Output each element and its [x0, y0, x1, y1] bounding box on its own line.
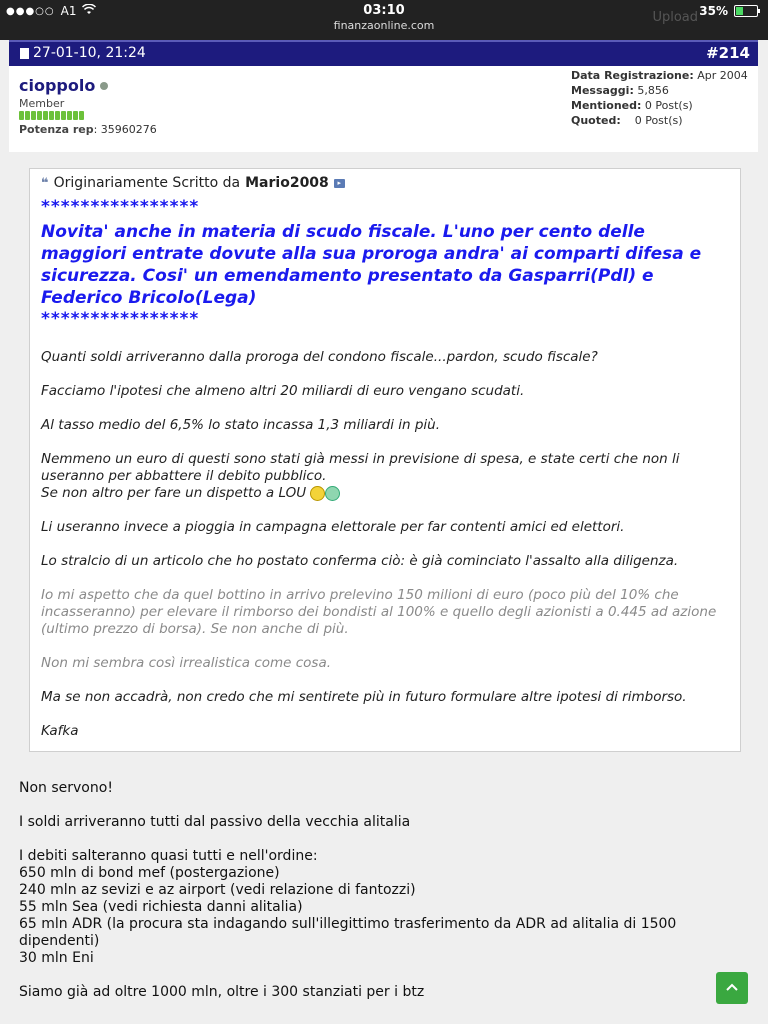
quote-paragraph: Non mi sembra così irrealistica come cosa.: [41, 655, 332, 671]
post-number-link[interactable]: #214: [706, 44, 750, 62]
status-right: [699, 4, 758, 18]
rep-pip: [67, 111, 72, 120]
stat-value[interactable]: 0 Post(s): [641, 99, 693, 112]
rep-pip: [31, 111, 36, 120]
stat-registration: [571, 68, 748, 83]
battery-level: [736, 7, 743, 15]
user-stats: [571, 68, 748, 128]
status-center: [0, 3, 768, 32]
chevron-up-icon: [725, 977, 739, 996]
rep-pip: [49, 111, 54, 120]
debt-item: 240 mln az sevizi e az airport (vedi relazione di fantozzi): [19, 882, 416, 898]
stat-value[interactable]: 0 Post(s): [620, 114, 683, 127]
quote-header: [41, 175, 345, 191]
battery-percent: 35%: [699, 4, 728, 18]
debt-item: 55 mln Sea (vedi richiesta danni alitalia): [19, 899, 303, 915]
reply-line: Non servono!: [19, 780, 113, 796]
stat-label: Messaggi:: [571, 84, 634, 97]
post-header: [9, 40, 758, 66]
ghost-text: Upload: [652, 10, 698, 25]
stars-top: ****************: [41, 197, 200, 217]
post-date-text: 27-01-10, 21:24: [33, 45, 146, 61]
quote-paragraph-dispetto: [41, 485, 731, 502]
reply-line: I soldi arriveranno tutti dal passivo della vecchia alitalia: [19, 814, 411, 830]
debt-item: 65 mln ADR (la procura sta indagando sull'illegittimo trasferimento da ADR ad alitalia di 1500 dipendenti): [19, 916, 677, 949]
stat-label: Data Registrazione:: [571, 69, 694, 82]
quote-prefix: Originariamente Scritto da: [53, 175, 241, 191]
username-text: cioppolo: [19, 76, 96, 95]
battery-icon: [734, 5, 758, 17]
reputation-bar: [19, 111, 84, 120]
stat-value: 5,856: [633, 84, 669, 97]
rep-pip: [61, 111, 66, 120]
quote-icon: ❝: [41, 175, 49, 191]
rep-pip: [79, 111, 84, 120]
stars-bottom: ****************: [41, 309, 200, 329]
quote-paragraph: Li useranno invece a pioggia in campagna elettorale per far contenti amici ed elettori.: [41, 519, 625, 535]
offline-status-icon: [100, 82, 108, 90]
post-content: [9, 152, 758, 1024]
stat-mentioned: [571, 98, 748, 113]
quote-paragraph: Al tasso medio del 6,5% lo stato incassa 1,3 miliardi in più.: [41, 417, 441, 433]
url-label[interactable]: finanzaonline.com: [333, 19, 435, 32]
stat-messages: [571, 83, 748, 98]
stat-label: Mentioned:: [571, 99, 642, 112]
post-icon: [20, 48, 29, 59]
view-post-icon[interactable]: ▸: [334, 179, 345, 188]
rep-pip: [43, 111, 48, 120]
username-link[interactable]: [19, 76, 108, 95]
rep-pip: [73, 111, 78, 120]
stat-label: Quoted:: [571, 114, 621, 127]
rep-label: Potenza rep: [19, 123, 94, 136]
user-info: [9, 66, 758, 153]
quote-author[interactable]: Mario2008: [245, 175, 329, 191]
quote-block: [29, 168, 741, 752]
rep-value: : 35960276: [93, 123, 157, 136]
reply-line: Siamo già ad oltre 1000 mln, oltre i 300 stanziati per i btz: [19, 984, 425, 1000]
debt-item: 650 mln di bond mef (postergazione): [19, 865, 280, 881]
quote-text: Se non altro per fare un dispetto a LOU: [41, 485, 307, 501]
quote-paragraph: Io mi aspetto che da quel bottino in arrivo prelevino 150 milioni di euro (poco più del 10% che incasseranno) per elevare il rimborso dei bondisti al 100% e quello degli azionisti a 0.445 ad azione (ultimo prezzo di borsa). Se non anche di più.: [41, 587, 717, 637]
stat-value: Apr 2004: [693, 69, 748, 82]
battery-tip: [758, 9, 760, 13]
signal-icon: ●●●○○: [6, 5, 55, 17]
quote-paragraph: Quanti soldi arriveranno dalla proroga del condono fiscale...pardon, scudo fiscale?: [41, 349, 598, 365]
sick-smiley-icon: [325, 486, 340, 501]
quote-paragraph: Lo stralcio di un articolo che ho postato conferma ciò: è già cominciato l'assalto alla diligenza.: [41, 553, 679, 569]
reply-line: I debiti salteranno quasi tutti e nell'ordine:: [19, 848, 318, 864]
quote-paragraph: Ma se non accadrà, non credo che mi sentirete più in futuro formulare altre ipotesi di rimborso.: [41, 689, 687, 705]
quote-headline: Novita' anche in materia di scudo fiscale. L'uno per cento delle maggiori entrate dovute alla sua proroga andra' ai comparti difesa e sicurezza. Cosi' un emendamento presentato da Gasparri(Pdl) e Federico Bricolo(Lega): [41, 222, 702, 308]
rep-pip: [19, 111, 24, 120]
rep-pip: [55, 111, 60, 120]
rep-pip: [25, 111, 30, 120]
post-date: [20, 45, 146, 61]
status-bar: [0, 0, 768, 40]
quote-signature: Kafka: [41, 723, 79, 739]
clock: 03:10: [363, 3, 405, 18]
carrier-label: A1: [60, 4, 77, 18]
quote-paragraph: Nemmeno un euro di questi sono stati già messi in previsione di spesa, e state certi che non li useranno per abbattere il debito pubblico.: [41, 451, 680, 484]
reputation-power: [19, 123, 157, 136]
quote-paragraph: Facciamo l'ipotesi che almeno altri 20 miliardi di euro vengano scudati.: [41, 383, 525, 399]
debt-item: 30 mln Eni: [19, 950, 94, 966]
stat-quoted: [571, 113, 748, 128]
scroll-to-top-button[interactable]: [716, 972, 748, 1004]
laughing-smiley-icon: [310, 486, 325, 501]
user-title: Member: [19, 97, 65, 110]
rep-pip: [37, 111, 42, 120]
